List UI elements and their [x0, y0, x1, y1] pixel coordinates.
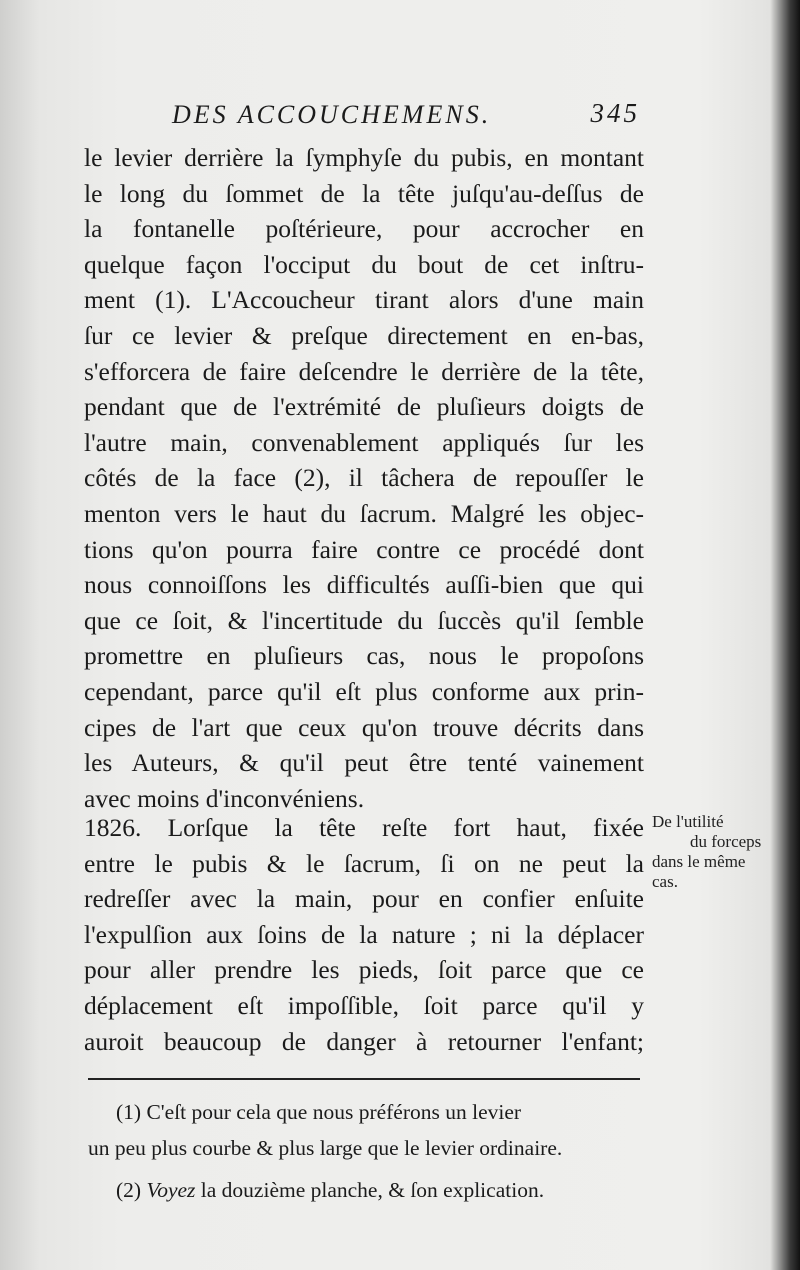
- footnote-1-line: un peu plus courbe & plus large que le levier ordinaire.: [88, 1136, 563, 1160]
- footnote-2: [88, 1172, 644, 1208]
- text-line: ſur ce levier & preſque directement en en-bas,: [84, 320, 644, 350]
- text-line: que ce ſoit, & l'incertitude du ſuccès qu'il ſemble: [84, 605, 644, 635]
- text-line: 1826. Lorſque la tête reſte fort haut, fixée: [84, 813, 644, 842]
- footnote-2-text: la douzième planche, & ſon explication.: [200, 1178, 545, 1202]
- text-line: l'autre main, convenablement appliqués ſur les: [84, 427, 644, 457]
- running-head: [172, 96, 640, 140]
- text-line: cependant, parce qu'il eſt plus conforme aux prin-: [84, 676, 644, 706]
- text-line: les Auteurs, & qu'il peut être tenté vainement: [84, 748, 644, 778]
- text-line: menton vers le haut du ſacrum. Malgré les objec-: [84, 498, 644, 528]
- paragraph-continued: [84, 140, 644, 816]
- footnote-rule: [88, 1078, 640, 1080]
- text-line: redreſſer avec la main, pour en confier enſuite: [84, 884, 644, 914]
- text-line: pour aller prendre les pieds, ſoit parce que ce: [84, 955, 644, 985]
- margin-note-line: du forceps: [690, 832, 762, 851]
- paragraph-1826: [84, 810, 644, 1059]
- margin-note: [652, 812, 772, 892]
- text-line: auroit beaucoup de danger à retourner l'enfant;: [84, 1026, 644, 1056]
- margin-note-line: De l'utilité: [652, 812, 724, 831]
- page-number: 345: [590, 98, 640, 128]
- text-line: entre le pubis & le ſacrum, ſi on ne peut la: [84, 848, 644, 878]
- text-line: s'efforcera de faire deſcendre le derrière de la tête,: [84, 356, 644, 386]
- text-line: l'expulſion aux ſoins de la nature ; ni la déplacer: [84, 919, 644, 949]
- text-line: la fontanelle poſtérieure, pour accrocher en: [84, 214, 644, 244]
- text-line: le levier derrière la ſymphyſe du pubis, en montant: [84, 143, 644, 172]
- text-line: cipes de l'art que ceux qu'on trouve décrits dans: [84, 712, 644, 742]
- text-line: avec moins d'inconvéniens.: [84, 783, 365, 813]
- text-line: quelque façon l'occiput du bout de cet inſtru-: [84, 249, 644, 279]
- text-line: pendant que de l'extrémité de pluſieurs doigts de: [84, 392, 644, 422]
- footnote-2-marker: (2): [116, 1178, 142, 1202]
- text-line: ment (1). L'Accoucheur tirant alors d'une main: [84, 285, 644, 315]
- text-line: promettre en pluſieurs cas, nous le propoſons: [84, 641, 644, 671]
- text-line: le long du ſommet de la tête juſqu'au-deſſus de: [84, 178, 644, 208]
- footnote-2-italic: Voyez: [146, 1178, 196, 1202]
- running-title: DES ACCOUCHEMENS.: [172, 100, 492, 129]
- margin-note-line: cas.: [652, 872, 678, 891]
- text-line: nous connoiſſons les difficultés auſſi-bien que qui: [84, 570, 644, 600]
- margin-note-line: dans le même: [652, 852, 746, 871]
- text-line: côtés de la face (2), il tâchera de repouſſer le: [84, 463, 644, 493]
- footnote-1-line: (1) C'eſt pour cela que nous préférons un levier: [116, 1100, 522, 1124]
- footnotes: [88, 1094, 644, 1208]
- text-line: déplacement eſt impoſſible, ſoit parce qu'il y: [84, 990, 644, 1020]
- text-line: tions qu'on pourra faire contre ce procédé dont: [84, 534, 644, 564]
